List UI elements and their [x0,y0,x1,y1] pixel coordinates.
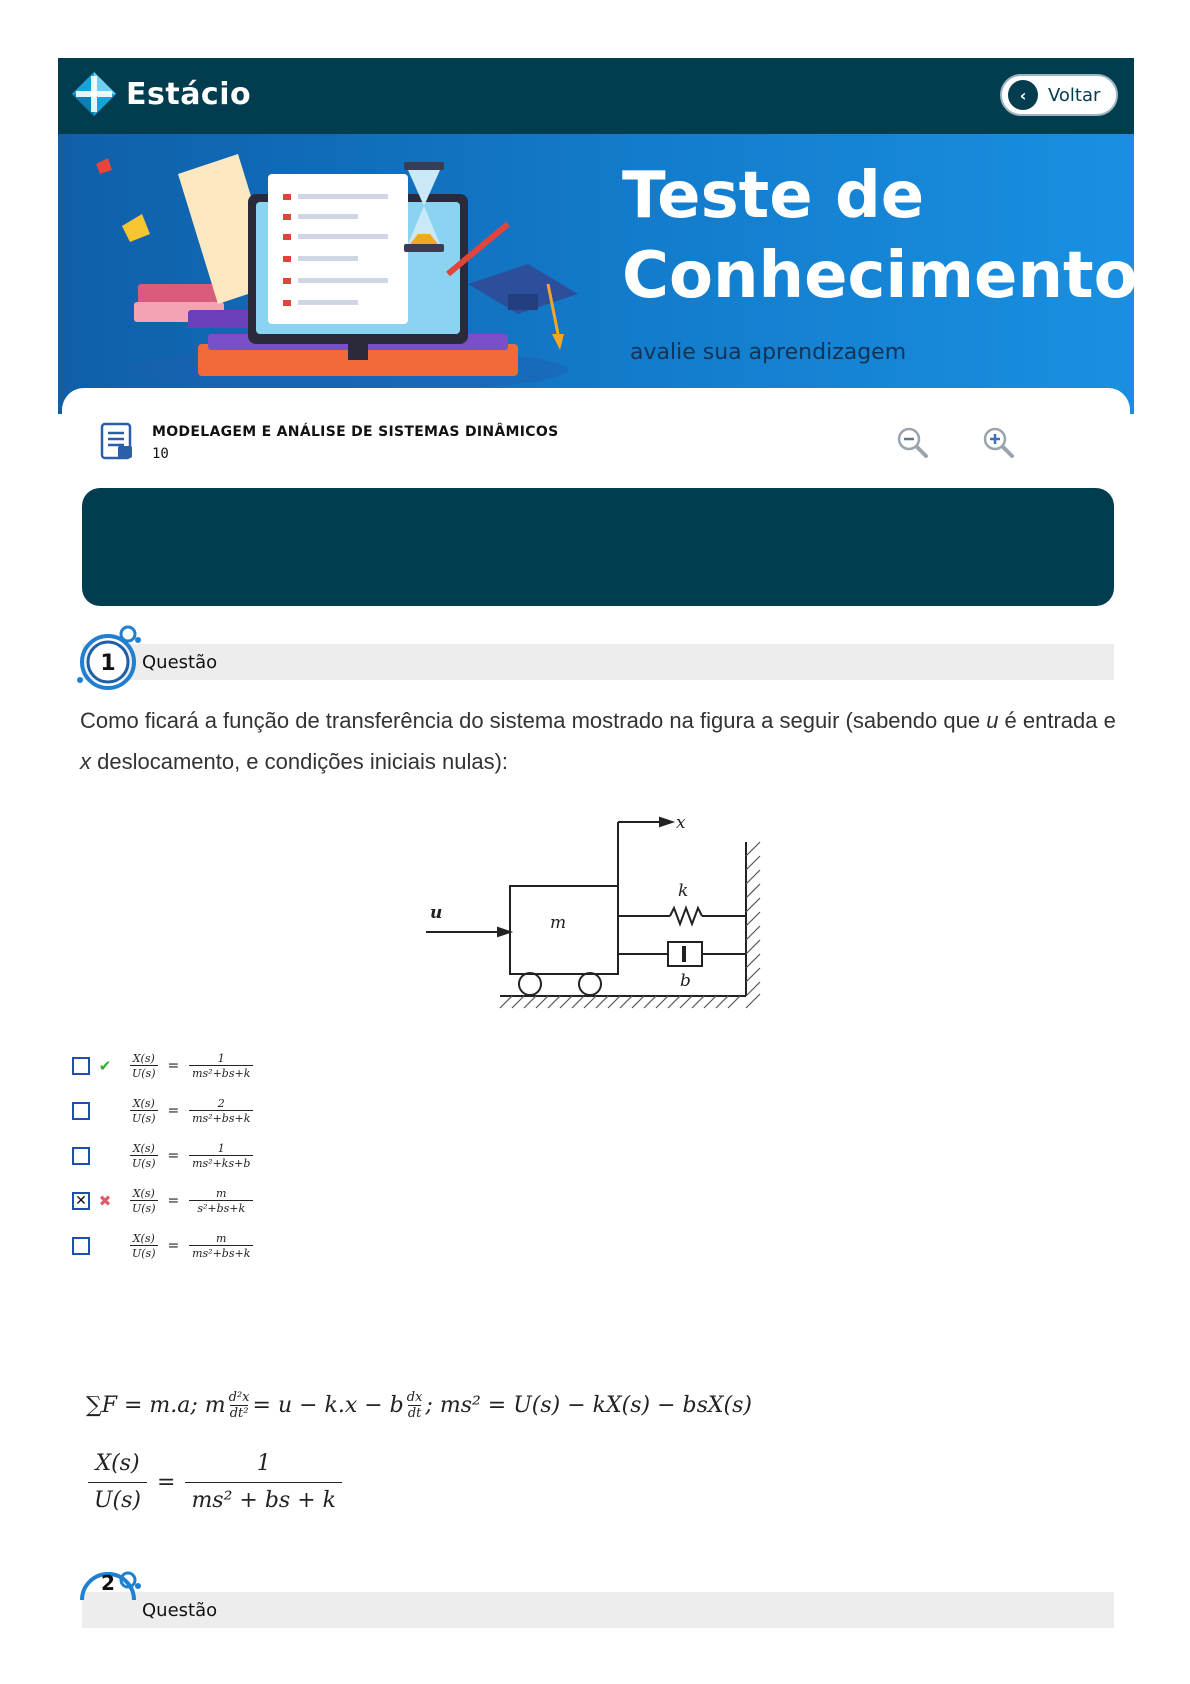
banner-subtitle: avalie sua aprendizagem [630,340,907,365]
question-var-x: x [80,749,91,774]
fraction-denominator: ms²+ks+b [189,1155,253,1170]
fraction-numerator: X(s) [132,1052,155,1065]
formula-lhs [130,1097,158,1125]
solution-text: = u − k.x − b [252,1393,404,1418]
question-text-part: Como ficará a função de transferência do sistema mostrado na figura a seguir (sabendo que [80,708,987,733]
solution-text: ; ms² = U(s) − kX(s) − bsX(s) [425,1393,752,1418]
formula-rhs [189,1232,253,1260]
figure-label-u: u [430,903,443,923]
fraction-numerator: m [216,1232,227,1245]
brand-name: Estácio [126,76,252,112]
fraction-denominator: ms²+bs+k [189,1110,253,1125]
exam-illustration [78,134,618,414]
question-number: 2 [101,1571,115,1595]
solution-rhs-fraction [185,1448,342,1517]
banner-title-line2: Conhecimento [622,239,1138,313]
correct-check-icon: ✔ [98,1057,112,1075]
question-var-u: u [986,708,999,733]
info-panel [82,488,1114,606]
formula-rhs [189,1142,253,1170]
fraction-numerator: X(s) [132,1142,155,1155]
formula-rhs [189,1187,253,1215]
question-text [80,700,1120,782]
figure-label-b: b [680,971,691,991]
question-label: Questão [142,1600,218,1621]
fraction-denominator: U(s) [132,1202,156,1215]
answer-checkbox[interactable] [72,1147,90,1165]
solution-fraction [407,1390,423,1421]
answer-formula [130,1097,253,1125]
question-header-bar [82,1592,1114,1628]
question-label: Questão [142,652,218,673]
formula-lhs [130,1142,158,1170]
figure-label-x: x [676,813,686,833]
answer-formula [130,1142,253,1170]
equals-sign: = [167,1058,180,1074]
fraction-denominator: U(s) [88,1482,147,1517]
fraction-denominator: dt² [229,1406,249,1421]
zoom-in-icon[interactable] [982,426,1016,460]
fraction-denominator: ms² + bs + k [185,1482,342,1517]
formula-rhs [189,1097,253,1125]
question-text-part: deslocamento, e condições iniciais nulas): [91,749,509,774]
answer-option[interactable] [72,1181,253,1221]
back-button-label: Voltar [1048,84,1101,106]
hero-banner [58,134,1138,414]
solution-line-2 [88,1448,342,1517]
fraction-numerator: X(s) [95,1451,140,1476]
fraction-numerator: 1 [217,1052,225,1065]
banner-title [622,156,1138,316]
solution-text: ∑F = m.a; m [86,1393,226,1418]
question-number-badge [74,622,144,694]
answer-option[interactable] [72,1046,253,1086]
formula-lhs [130,1232,158,1260]
fraction-numerator: 2 [217,1097,225,1110]
formula-rhs [189,1052,253,1080]
formula-lhs [130,1052,158,1080]
fraction-numerator: 1 [217,1142,225,1155]
zoom-out-icon[interactable] [896,426,930,460]
answer-checkbox[interactable]: ✕ [72,1192,90,1210]
question-header-bar [82,644,1114,680]
answer-formula [130,1052,253,1080]
fraction-numerator: 1 [256,1451,271,1476]
solution-line-1 [86,1390,752,1421]
fraction-numerator: d²x [228,1390,250,1405]
equals-sign: = [157,1470,176,1495]
estacio-diamond-icon [70,70,118,118]
answer-checkbox[interactable] [72,1237,90,1255]
chevron-left-icon: ‹ [1008,80,1038,110]
solution-lhs-fraction [88,1448,147,1517]
fraction-numerator: X(s) [132,1187,155,1200]
brand-logo [70,70,251,118]
answer-checkbox[interactable] [72,1102,90,1120]
answer-formula [130,1187,253,1215]
answer-formula [130,1232,253,1260]
fraction-denominator: ms²+bs+k [189,1065,253,1080]
fraction-denominator: U(s) [132,1067,156,1080]
fraction-denominator: s²+bs+k [189,1200,253,1215]
formula-lhs [130,1187,158,1215]
course-name: MODELAGEM E ANÁLISE DE SISTEMAS DINÂMICOS [152,424,559,440]
answer-option[interactable] [72,1136,253,1176]
equals-sign: = [167,1193,180,1209]
course-code: 10 [152,446,169,462]
figure-label-m: m [550,913,567,933]
fraction-denominator: dt [407,1406,422,1421]
fraction-numerator: X(s) [132,1232,155,1245]
fraction-denominator: ms²+bs+k [189,1245,253,1260]
answer-checkbox[interactable] [72,1057,90,1075]
banner-title-line1: Teste de [622,159,925,233]
answer-option[interactable] [72,1226,253,1266]
fraction-numerator: m [216,1187,227,1200]
fraction-denominator: U(s) [132,1112,156,1125]
equals-sign: = [167,1238,180,1254]
document-icon [100,422,136,462]
wrong-x-icon: ✖ [98,1192,112,1210]
fraction-denominator: U(s) [132,1247,156,1260]
fraction-numerator: X(s) [132,1097,155,1110]
question-number-badge [74,1568,144,1600]
question-number: 1 [100,651,116,676]
figure-label-k: k [678,881,689,901]
answer-option[interactable] [72,1091,253,1131]
fraction-numerator: dx [406,1390,423,1405]
mass-spring-damper-figure [430,812,780,1022]
top-bar [58,58,1134,134]
fraction-denominator: U(s) [132,1157,156,1170]
equals-sign: = [167,1103,180,1119]
question-text-part: é entrada e [998,708,1116,733]
solution-fraction [229,1390,250,1421]
back-button[interactable] [1000,74,1118,116]
equals-sign: = [167,1148,180,1164]
